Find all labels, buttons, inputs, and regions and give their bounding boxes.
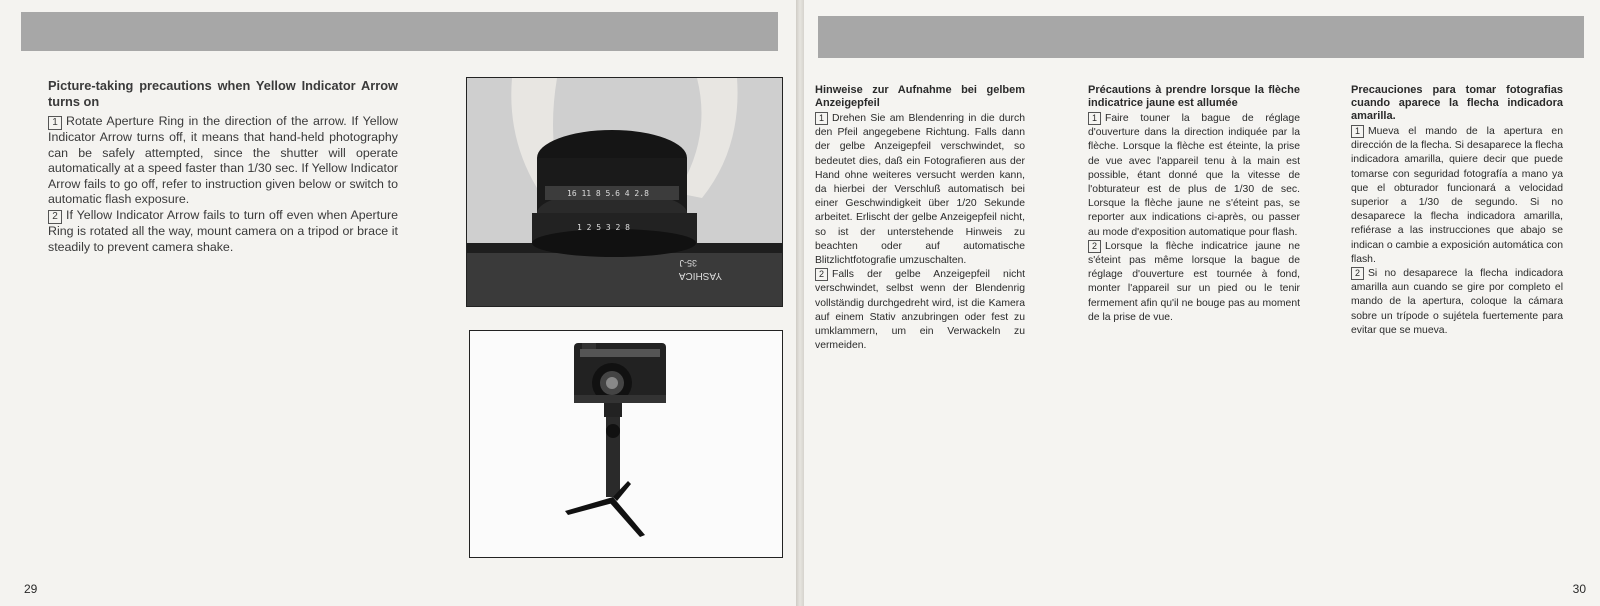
item-text: Mueva el mando de la apertura en dirección de la flecha. Si desaparece la flecha indicadora amarilla, quiere decir que puede tomarse con seguridad fotografía a mano ya que el obturador funcionará a velocidad superior a 1/30 de segundo. Si no desaparece la flecha indicadora amarilla, refiérase a las instrucciones que abajo se indican o cambie a exposición automática con flash. [1351,126,1563,265]
camera-label: YASHICA [678,270,722,281]
header-band [21,12,778,51]
english-section [48,78,398,255]
step-number-2: 2 [815,268,828,281]
page-number-left: 29 [24,582,38,596]
instruction-item-1 [1351,125,1563,267]
instruction-item-2 [1088,240,1300,325]
step-number-2: 2 [1351,267,1364,280]
right-page [804,0,1600,606]
step-number-1: 1 [815,112,828,125]
instruction-item-1 [815,112,1025,268]
item-text: Si no desaparece la flecha indicadora amarilla aun cuando se gire por completo el mando de la apertura, coloque la cámara sobre un trípode o sujétela fuertemente para evitar que se mueva. [1351,268,1563,336]
step-number-1: 1 [1351,125,1364,138]
step-number-1: 1 [1088,112,1101,125]
french-section [1088,84,1300,325]
svg-text:16 11 8 5.6 4 2.8: 16 11 8 5.6 4 2.8 [567,189,649,198]
model-label: 35-J [679,258,697,268]
item-text: Faire touner la bague de réglage d'ouverture dans la direction indiquée par la flèche. Lorsque la flèche est éteinte, la prise de vue avec l'appareil tenu à la main est possible, étant donné que la vitesse de l'obturateur est de plus de 1/30 de sec. Lorsque la flèche jaune ne s'éteint pas, se reporter aux indications ci-après, ou passer au mode d'exposition automatique pour flash. [1088,113,1300,238]
book-gutter [796,0,804,606]
step-number-1: 1 [48,116,62,130]
item-text: Drehen Sie am Blendenring in die durch den Pfeil angegebene Richtung. Falls dann der gelbe Anzeigepfeil verschwindet, so bedeutet dies, daß ein Fotografieren aus der Hand ohne weiteres versucht werden kann, da hierbei der Verschluß automatisch bei einer Geschwindigkeit über 1/20 Sekunde arbeitet. Erlischt der gelbe Anzeigepfeil nicht, so ist der unterstehende Hinweis zu beachten oder auf automatische Blitzlichtfotografie umzuschalten. [815,113,1025,267]
photo-aperture-ring [466,77,783,307]
item-text: Lorsque la flèche indicatrice jaune ne s'éteint pas même lorsque la bague de réglage d'ouverture est tournée à fond, monter l'appareil sur un pied ou le tenir fermement afin qu'il ne bouge pas au moment de la prise de vue. [1088,240,1300,323]
item-text: If Yellow Indicator Arrow fails to turn off even when Aperture Ring is rotated all the way, mount camera on a tripod or brace it steadily to prevent camera shake. [48,207,398,254]
instruction-item-2 [48,208,398,255]
section-title: Picture-taking precautions when Yellow Indicator Arrow turns on [48,78,398,109]
section-title: Hinweise zur Aufnahme bei gelbem Anzeigepfeil [815,84,1025,109]
instruction-item-2 [815,268,1025,353]
spanish-section [1351,84,1563,338]
section-title: Précautions à prendre lorsque la flèche indicatrice jaune est allumée [1088,84,1300,109]
photo-aperture-illustration [467,78,782,306]
header-band [818,16,1584,58]
svg-text:1 2 5 3 2 8: 1 2 5 3 2 8 [577,223,630,232]
step-number-2: 2 [1088,240,1101,253]
instruction-item-1 [48,114,398,208]
instruction-item-2 [1351,267,1563,338]
photo-camera-tripod [469,330,783,558]
german-section [815,84,1025,353]
step-number-2: 2 [48,210,62,224]
instruction-item-1 [1088,112,1300,240]
section-title: Precauciones para tomar fotografias cuando aparece la flecha indicadora amarilla. [1351,84,1563,122]
photo-tripod-illustration [470,331,782,557]
left-page [0,0,796,606]
item-text: Falls der gelbe Anzeigepfeil nicht verschwindet, selbst wenn der Blendenrig vollständig durchgedreht wird, ist die Kamera auf einem Stativ anzubringen oder fest zu umklammern, um ein Verwackeln zu vermeiden. [815,269,1025,352]
page-number-right: 30 [1572,582,1586,596]
item-text: Rotate Aperture Ring in the direction of the arrow. If Yellow Indicator Arrow turns off, it means that hand-held photography can be safely attempted, since the shutter will operate automatically at a speed faster than 1/30 sec. If Yellow Indicator Arrow fails to go off, refer to instruction given below or switch to automatic flash exposure. [48,114,398,207]
